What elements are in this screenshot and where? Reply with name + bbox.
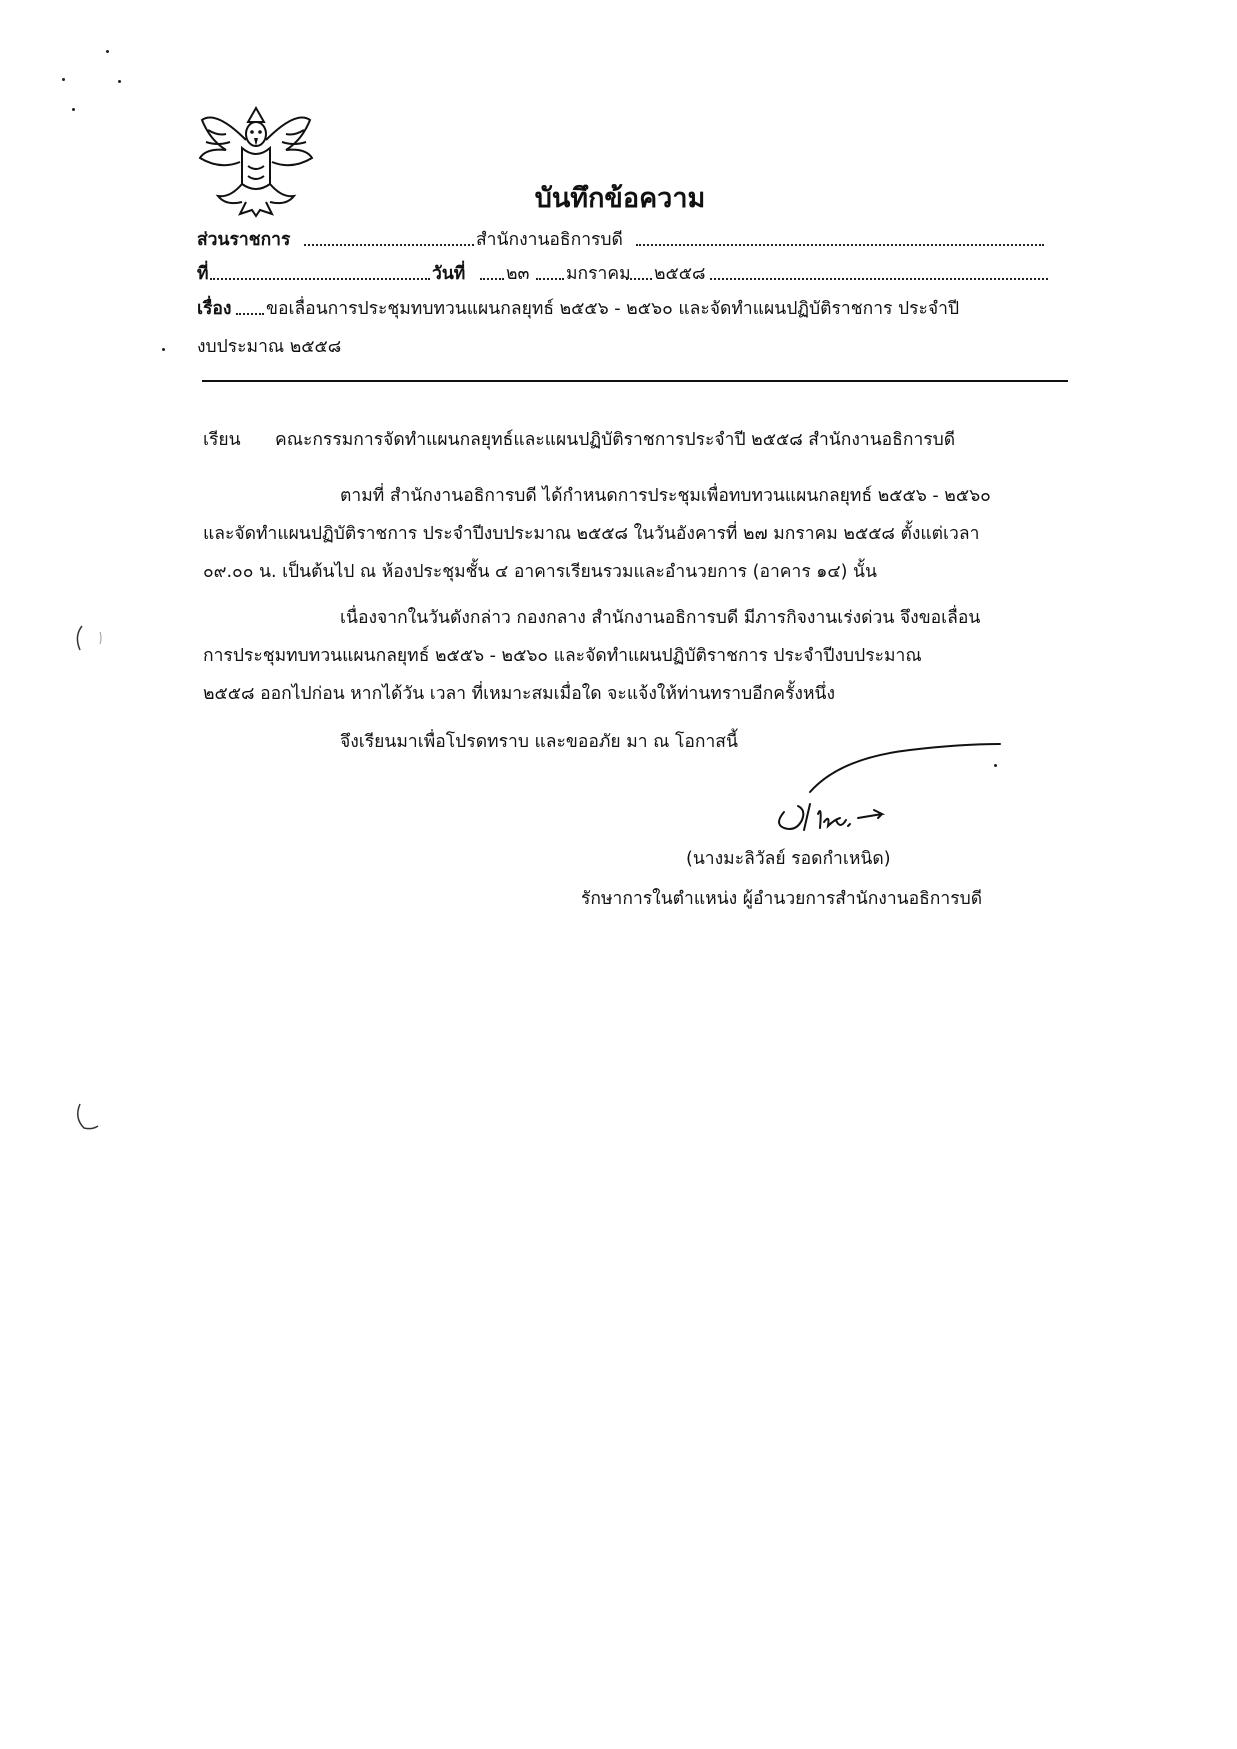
subject-line-2: งบประมาณ ๒๕๕๘ [197,337,342,357]
paragraph-1-line-3: ๐๙.๐๐ น. เป็นต้นไป ณ ห้องประชุมชั้น ๔ อาคารเรียนรวมและอำนวยการ (อาคาร ๑๔) นั้น [203,562,877,582]
header-divider [202,380,1068,382]
paragraph-2-line-3: ๒๕๕๘ ออกไปก่อน หากได้วัน เวลา ที่เหมาะสมเมื่อใด จะแจ้งให้ท่านทราบอีกครั้งหนึ่ง [203,684,835,704]
dotted-leader [304,244,474,246]
paragraph-1-line-1: ตามที่ สำนักงานอธิการบดี ได้กำหนดการประชุมเพื่อทบทวนแผนกลยุทธ์ ๒๕๕๖ - ๒๕๖๐ [340,486,991,506]
subject-line-1: ขอเลื่อนการประชุมทบทวนแผนกลยุทธ์ ๒๕๕๖ - ๒๕๖๐ และจัดทำแผนปฏิบัติราชการ ประจำปี [266,299,960,319]
dotted-leader [480,278,504,280]
paragraph-2-line-2: การประชุมทบทวนแผนกลยุทธ์ ๒๕๕๖ - ๒๕๖๐ และจัดทำแผนปฏิบัติราชการ ประจำปีงบประมาณ [203,646,922,666]
agency-label: ส่วนราชการ [197,230,291,250]
date-month: มกราคม [566,264,631,284]
dotted-leader [710,278,1048,280]
dotted-leader [636,244,1044,246]
scan-speck [62,78,65,81]
dotted-leader [210,278,430,280]
scan-speck [72,108,75,111]
paragraph-1-line-2: และจัดทำแผนปฏิบัติราชการ ประจำปีงบประมาณ ๒๕๕๘ ในวันอังคารที่ ๒๗ มกราคม ๒๕๕๘ ตั้งแต่เวลา [203,524,980,544]
handwritten-signature [770,740,1010,835]
garuda-emblem-icon [196,100,316,218]
signatory-name: (นางมะลิวัลย์ รอดกำเหนิด) [686,849,891,869]
scan-speck [106,50,109,53]
scan-speck [118,80,121,83]
to-label: เรียน [203,430,241,450]
hole-punch-mark [70,618,110,658]
date-label: วันที่ [432,264,466,284]
paragraph-2-line-1: เนื่องจากในวันดังกล่าว กองกลาง สำนักงานอธิการบดี มีภารกิจงานเร่งด่วน จึงขอเลื่อน [340,608,981,628]
subject-label: เรื่อง [197,299,232,319]
memo-title: บันทึกข้อความ [534,183,706,214]
dotted-leader [626,278,652,280]
scan-speck [162,348,165,351]
closing-line: จึงเรียนมาเพื่อโปรดทราบ และขออภัย มา ณ โอกาสนี้ [340,732,738,752]
agency-value: สำนักงานอธิการบดี [476,230,623,250]
signatory-position: รักษาการในตำแหน่ง ผู้อำนวยการสำนักงานอธิการบดี [581,889,983,909]
ref-label: ที่ [197,264,209,284]
scan-speck [994,764,997,767]
dotted-leader [236,313,264,315]
dotted-leader [536,278,564,280]
date-day: ๒๓ [506,264,530,284]
to-value: คณะกรรมการจัดทำแผนกลยุทธ์และแผนปฏิบัติราชการประจำปี ๒๕๕๘ สำนักงานอธิการบดี [275,430,956,450]
hole-punch-mark [70,1098,110,1138]
date-year: ๒๕๕๘ [654,264,706,284]
